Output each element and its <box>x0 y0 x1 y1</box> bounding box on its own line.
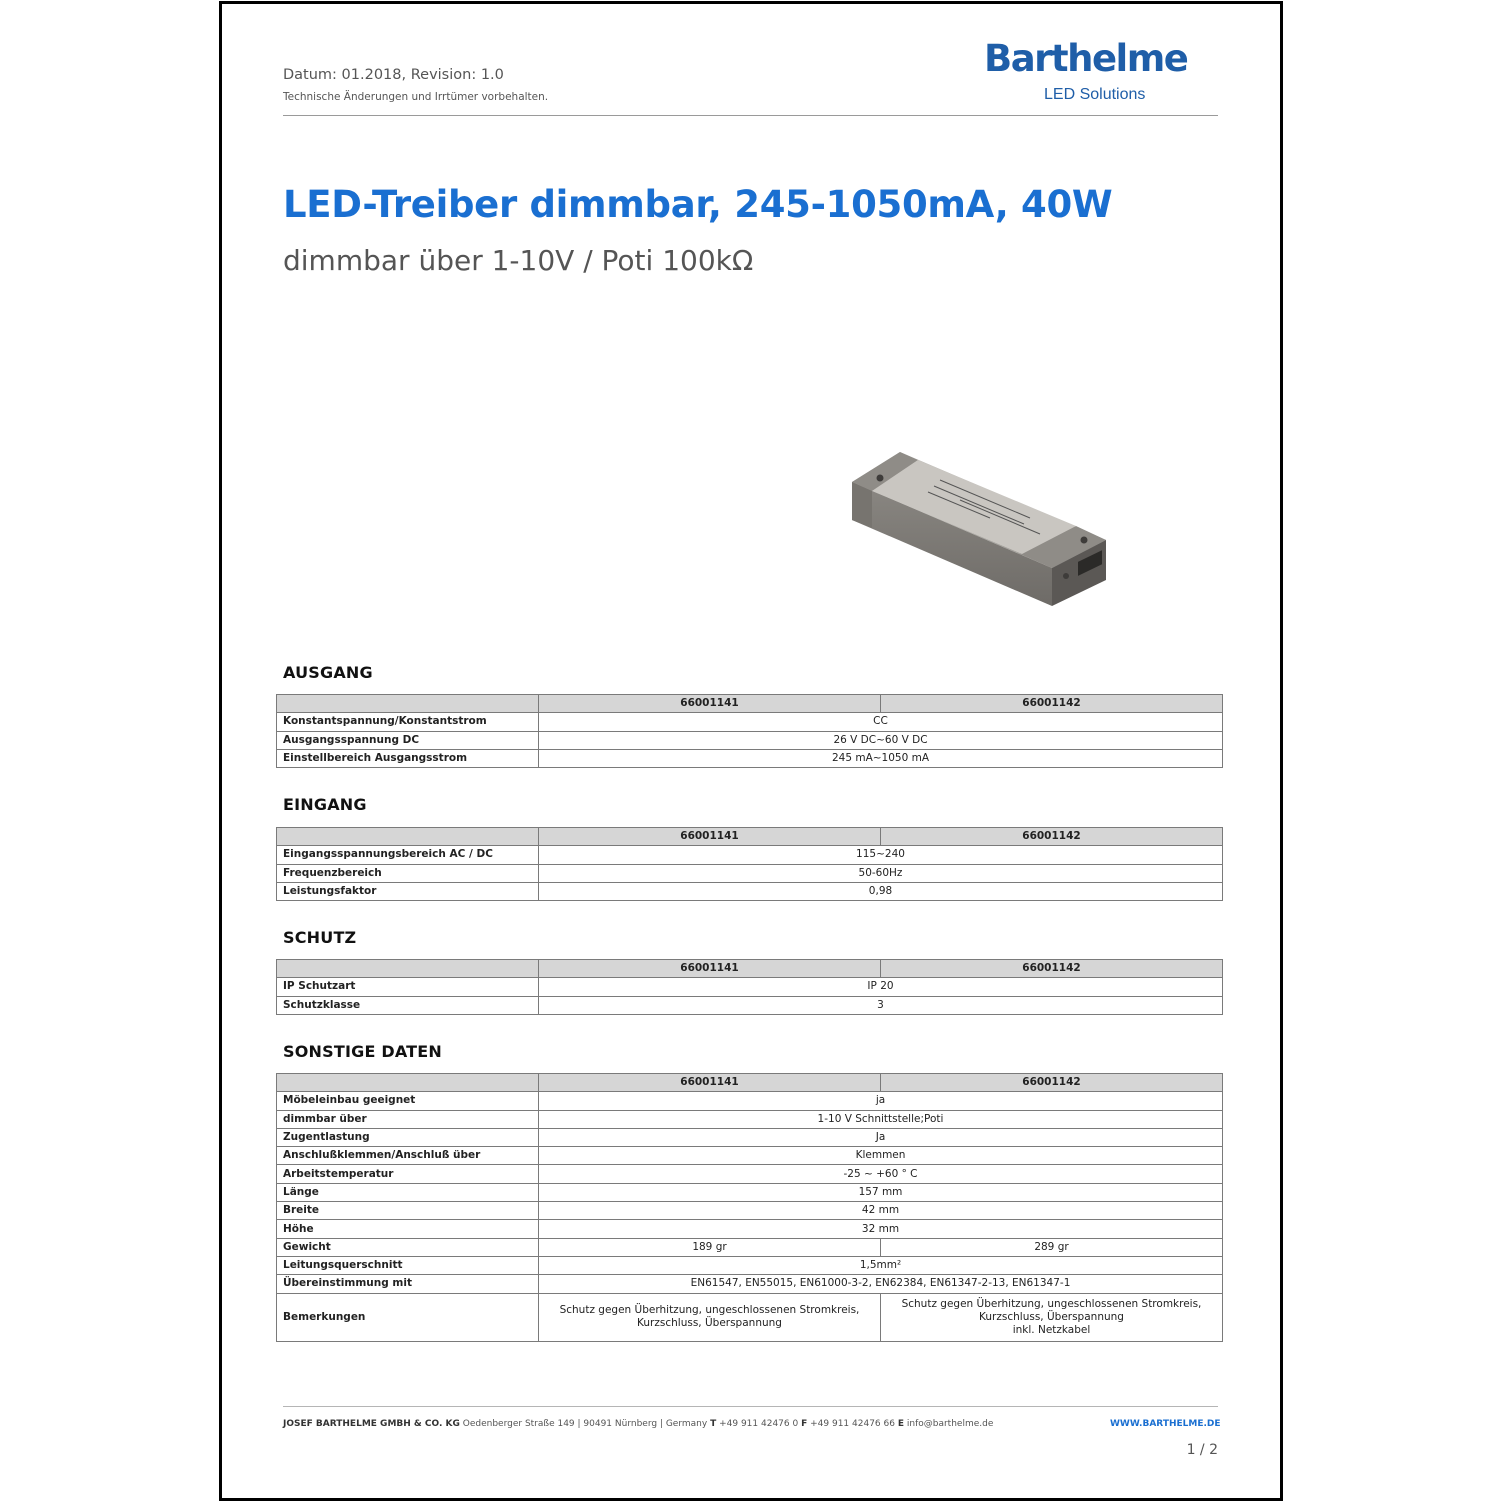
row-label: Eingangsspannungsbereich AC / DC <box>277 846 539 864</box>
remark-line: Kurzschluss, Überspannung <box>637 1317 782 1330</box>
row-label: Zugentlastung <box>277 1128 539 1146</box>
header-empty-cell <box>277 828 539 846</box>
table-header-row <box>277 1074 1223 1092</box>
table-schutz <box>276 959 1223 1015</box>
table-row <box>277 1147 1223 1165</box>
section-heading-ausgang: AUSGANG <box>283 663 373 682</box>
row-value: 115~240 <box>539 846 1223 864</box>
section-heading-sonstige-daten: SONSTIGE DATEN <box>283 1042 442 1061</box>
remark-line: Schutz gegen Überhitzung, ungeschlossenen Stromkreis, <box>559 1304 860 1317</box>
led-driver-product-image <box>840 440 1120 620</box>
column-header-66001141: 66001141 <box>539 1074 881 1092</box>
section-heading-eingang: EINGANG <box>283 795 367 814</box>
logo-wordmark: Barthelme <box>984 37 1188 80</box>
column-header-66001141: 66001141 <box>539 828 881 846</box>
row-label: Arbeitstemperatur <box>277 1165 539 1183</box>
row-label: Gewicht <box>277 1238 539 1256</box>
table-row <box>277 978 1223 996</box>
table-row <box>277 1128 1223 1146</box>
row-value-66001142 <box>881 1293 1223 1341</box>
row-label: Ausgangsspannung DC <box>277 731 539 749</box>
row-label: Bemerkungen <box>277 1293 539 1341</box>
row-label: Möbeleinbau geeignet <box>277 1092 539 1110</box>
row-value-66001142: 289 gr <box>881 1238 1223 1256</box>
footer-divider <box>283 1406 1218 1407</box>
table-header-row <box>277 695 1223 713</box>
row-value: 3 <box>539 996 1223 1014</box>
row-label: Länge <box>277 1183 539 1201</box>
table-row <box>277 996 1223 1014</box>
row-value: 0,98 <box>539 882 1223 900</box>
footer-phone-label: T <box>710 1419 717 1429</box>
barthelme-logo <box>984 37 1220 103</box>
column-header-66001142: 66001142 <box>881 1074 1223 1092</box>
remark-line: Schutz gegen Überhitzung, ungeschlossenen Stromkreis, <box>901 1297 1202 1310</box>
page-title: LED-Treiber dimmbar, 245-1050mA, 40W <box>283 183 1113 226</box>
header-empty-cell <box>277 695 539 713</box>
footer-fax: +49 911 42476 66 <box>810 1419 895 1429</box>
column-header-66001141: 66001141 <box>539 960 881 978</box>
footer-website-link[interactable]: WWW.BARTHELME.DE <box>1110 1419 1221 1429</box>
row-value: 245 mA~1050 mA <box>539 749 1223 767</box>
page-number: 1 / 2 <box>1186 1442 1218 1458</box>
table-header-row <box>277 960 1223 978</box>
table-row <box>277 1110 1223 1128</box>
table-ausgang <box>276 694 1223 768</box>
row-value: 50-60Hz <box>539 864 1223 882</box>
row-value: 42 mm <box>539 1202 1223 1220</box>
row-label: dimmbar über <box>277 1110 539 1128</box>
row-value: 1-10 V Schnittstelle;Poti <box>539 1110 1223 1128</box>
footer-company: JOSEF BARTHELME GMBH & CO. KG <box>283 1419 460 1429</box>
row-value: Ja <box>539 1128 1223 1146</box>
page-subtitle: dimmbar über 1-10V / Poti 100kΩ <box>283 244 754 277</box>
header-empty-cell <box>277 1074 539 1092</box>
table-row <box>277 846 1223 864</box>
row-value: IP 20 <box>539 978 1223 996</box>
row-value: ja <box>539 1092 1223 1110</box>
row-value: CC <box>539 713 1223 731</box>
column-header-66001142: 66001142 <box>881 695 1223 713</box>
footer-contact <box>283 1419 993 1429</box>
remark-line: Kurzschluss, Überspannung <box>979 1310 1124 1323</box>
table-row <box>277 1202 1223 1220</box>
row-label: Höhe <box>277 1220 539 1238</box>
section-heading-schutz: SCHUTZ <box>283 928 357 947</box>
row-value: Klemmen <box>539 1147 1223 1165</box>
row-value: 32 mm <box>539 1220 1223 1238</box>
disclaimer: Technische Änderungen und Irrtümer vorbehalten. <box>283 91 549 103</box>
row-value: -25 ~ +60 ° C <box>539 1165 1223 1183</box>
row-label: Breite <box>277 1202 539 1220</box>
footer-address: Oedenberger Straße 149 | 90491 Nürnberg | Germany <box>462 1419 708 1429</box>
table-row <box>277 1293 1223 1341</box>
column-header-66001141: 66001141 <box>539 695 881 713</box>
table-row <box>277 749 1223 767</box>
footer-phone: +49 911 42476 0 <box>719 1419 799 1429</box>
footer-email-label: E <box>897 1419 904 1429</box>
footer-fax-label: F <box>801 1419 808 1429</box>
date-revision: Datum: 01.2018, Revision: 1.0 <box>283 67 504 83</box>
row-label: Übereinstimmung mit <box>277 1275 539 1293</box>
row-value: 157 mm <box>539 1183 1223 1201</box>
table-row <box>277 1165 1223 1183</box>
row-label: Anschlußklemmen/Anschluß über <box>277 1147 539 1165</box>
column-header-66001142: 66001142 <box>881 960 1223 978</box>
table-row <box>277 713 1223 731</box>
footer-email[interactable]: info@barthelme.de <box>906 1419 994 1429</box>
column-header-66001142: 66001142 <box>881 828 1223 846</box>
table-row <box>277 731 1223 749</box>
table-row <box>277 1092 1223 1110</box>
row-value: EN61547, EN55015, EN61000-3-2, EN62384, EN61347-2-13, EN61347-1 <box>539 1275 1223 1293</box>
remark-line: inkl. Netzkabel <box>1012 1323 1091 1336</box>
row-value: 1,5mm² <box>539 1256 1223 1274</box>
row-label: IP Schutzart <box>277 978 539 996</box>
row-label: Frequenzbereich <box>277 864 539 882</box>
row-value-66001141: 189 gr <box>539 1238 881 1256</box>
row-label: Schutzklasse <box>277 996 539 1014</box>
table-row <box>277 1183 1223 1201</box>
header-empty-cell <box>277 960 539 978</box>
table-sonstige-daten <box>276 1073 1223 1342</box>
table-row <box>277 1238 1223 1256</box>
table-row <box>277 1256 1223 1274</box>
row-label: Leistungsfaktor <box>277 882 539 900</box>
row-label: Leitungsquerschnitt <box>277 1256 539 1274</box>
row-value: 26 V DC~60 V DC <box>539 731 1223 749</box>
table-row <box>277 864 1223 882</box>
row-label: Einstellbereich Ausgangsstrom <box>277 749 539 767</box>
row-value-66001141 <box>539 1293 881 1341</box>
table-row <box>277 882 1223 900</box>
table-row <box>277 1275 1223 1293</box>
logo-tagline: LED Solutions <box>1044 86 1146 103</box>
table-header-row <box>277 828 1223 846</box>
table-row <box>277 1220 1223 1238</box>
table-eingang <box>276 827 1223 901</box>
row-label: Konstantspannung/Konstantstrom <box>277 713 539 731</box>
header-divider <box>283 115 1218 116</box>
